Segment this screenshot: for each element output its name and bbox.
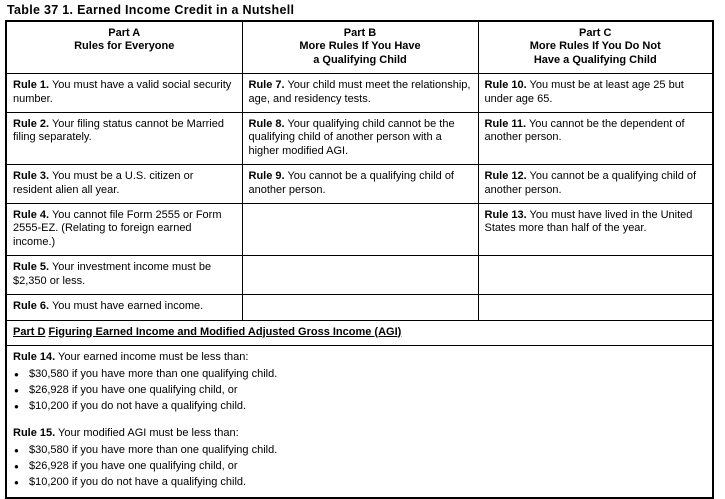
rule-label: Rule 11. bbox=[484, 118, 527, 131]
rule-14-bullets bbox=[13, 367, 706, 415]
rule-label: Rule 1. bbox=[13, 79, 50, 92]
rule-cell-a-5 bbox=[6, 256, 242, 295]
rule-text: You must have a valid social security number. bbox=[13, 79, 232, 105]
table-row bbox=[6, 256, 713, 295]
rule-cell-b-2 bbox=[242, 113, 478, 165]
rule-cell-a-1 bbox=[6, 74, 242, 113]
rule-text: You must have earned income. bbox=[51, 300, 204, 313]
rule-cell-a-4 bbox=[6, 204, 242, 256]
rule-cell-a-2 bbox=[6, 113, 242, 165]
list-item: ● $10,200 if you do not have a qualifying child. bbox=[13, 399, 706, 415]
list-item: ● $30,580 if you have more than one qualifying child. bbox=[13, 443, 706, 459]
rule-text: Your filing status cannot be Married filing separately. bbox=[13, 118, 224, 144]
rule-cell-c-3 bbox=[478, 165, 713, 204]
rule-cell-c-4 bbox=[478, 204, 713, 256]
rule-cell-b-6-empty bbox=[242, 295, 478, 320]
rule-label: Rule 3. bbox=[13, 170, 50, 183]
table-title-text: Earned Income Credit in a Nutshell bbox=[77, 3, 295, 17]
rule-text: You cannot file Form 2555 or Form 2555-EZ. (Relating to foreign earned income.) bbox=[13, 209, 222, 248]
rule-text: You must be a U.S. citizen or resident alien all year. bbox=[13, 170, 194, 196]
rule-label: Rule 2. bbox=[13, 118, 50, 131]
rule-cell-b-4-empty bbox=[242, 204, 478, 256]
rule-text: You must have lived in the United States more than half of the year. bbox=[484, 209, 693, 235]
table-row bbox=[6, 74, 713, 113]
rule-cell-a-3 bbox=[6, 165, 242, 204]
part-d-body bbox=[6, 345, 713, 498]
table-title bbox=[7, 3, 720, 17]
part-b-line1: Part B bbox=[343, 27, 377, 39]
rule-cell-c-1 bbox=[478, 74, 713, 113]
rule-text: Your modified AGI must be less than: bbox=[58, 427, 239, 440]
part-c-line1: Part C bbox=[579, 27, 612, 39]
rule-label: Rule 14. bbox=[13, 350, 56, 363]
rule-label: Rule 8. bbox=[248, 118, 285, 131]
table-row bbox=[6, 204, 713, 256]
rule-text: Your earned income must be less than: bbox=[58, 350, 249, 363]
rule-text: Your investment income must be $2,350 or less. bbox=[13, 261, 212, 287]
rule-cell-c-6-empty bbox=[478, 295, 713, 320]
rule-cell-b-1 bbox=[242, 74, 478, 113]
rule-label: Rule 13. bbox=[484, 209, 527, 222]
rule-label: Rule 9. bbox=[248, 170, 285, 183]
part-d-header bbox=[6, 320, 713, 345]
rule-cell-c-5-empty bbox=[478, 256, 713, 295]
table-number: Table 37 1. bbox=[7, 3, 74, 17]
rule-cell-b-5-empty bbox=[242, 256, 478, 295]
part-d-label: Part D bbox=[13, 325, 46, 338]
part-b-line2: More Rules If You Have bbox=[299, 40, 421, 53]
table-header-row bbox=[6, 21, 713, 74]
earned-income-credit-table bbox=[5, 20, 714, 499]
rule-text: You cannot be a qualifying child of another person. bbox=[248, 170, 454, 196]
table-row bbox=[6, 113, 713, 165]
column-header-part-a bbox=[6, 21, 242, 74]
rule-text: Your qualifying child cannot be the qualifying child of another person with a higher modified AGI. bbox=[248, 118, 455, 157]
rule-text: You cannot be the dependent of another person. bbox=[484, 118, 685, 144]
rule-15-head bbox=[13, 427, 706, 441]
rule-label: Rule 15. bbox=[13, 427, 56, 440]
rule-cell-b-3 bbox=[242, 165, 478, 204]
column-header-part-c bbox=[478, 21, 713, 74]
rule-14-head bbox=[13, 351, 706, 365]
rule-label: Rule 5. bbox=[13, 261, 50, 274]
part-b-line3: a Qualifying Child bbox=[313, 53, 407, 66]
rule-text: You must be at least age 25 but under age 65. bbox=[484, 79, 684, 105]
rule-label: Rule 7. bbox=[248, 79, 285, 92]
list-item: ● $26,928 if you have one qualifying child, or bbox=[13, 459, 706, 475]
list-item: ● $30,580 if you have more than one qualifying child. bbox=[13, 367, 706, 383]
table-row bbox=[6, 295, 713, 320]
column-header-part-b bbox=[242, 21, 478, 74]
part-d-title: Figuring Earned Income and Modified Adjusted Gross Income (AGI) bbox=[48, 325, 402, 338]
list-item: ● $10,200 if you do not have a qualifying child. bbox=[13, 475, 706, 491]
rule-cell-a-6 bbox=[6, 295, 242, 320]
rule-label: Rule 10. bbox=[484, 79, 527, 92]
rule-label: Rule 4. bbox=[13, 209, 50, 222]
part-d-header-row bbox=[6, 320, 713, 345]
part-c-line2: More Rules If You Do Not bbox=[529, 40, 661, 53]
part-c-line3: Have a Qualifying Child bbox=[533, 53, 657, 66]
rule-text: You cannot be a qualifying child of another person. bbox=[484, 170, 697, 196]
rule-cell-c-2 bbox=[478, 113, 713, 165]
rule-block-14 bbox=[13, 351, 706, 415]
part-d-body-row bbox=[6, 345, 713, 498]
rule-15-bullets bbox=[13, 443, 706, 491]
part-a-line2: Rules for Everyone bbox=[74, 40, 175, 53]
list-item: ● $26,928 if you have one qualifying child, or bbox=[13, 383, 706, 399]
rule-label: Rule 6. bbox=[13, 300, 50, 313]
rule-text: Your child must meet the relationship, age, and residency tests. bbox=[248, 79, 471, 105]
table-row bbox=[6, 165, 713, 204]
rule-label: Rule 12. bbox=[484, 170, 527, 183]
rule-block-15 bbox=[13, 427, 706, 491]
part-a-line1: Part A bbox=[108, 27, 141, 39]
